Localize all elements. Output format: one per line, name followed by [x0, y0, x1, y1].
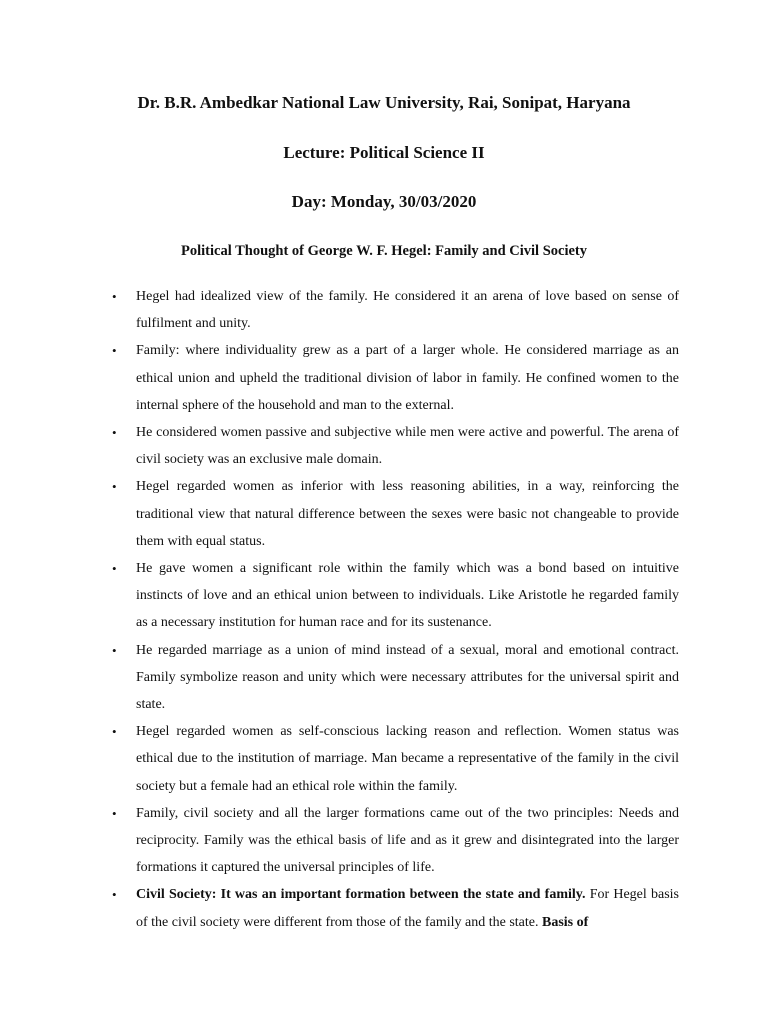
bullet-list: [112, 283, 679, 936]
bullet-icon: •: [112, 479, 117, 495]
lecture-heading: Lecture: Political Science II: [283, 143, 485, 162]
list-item: [112, 637, 679, 719]
university-heading: Dr. B.R. Ambedkar National Law University, Rai, Sonipat, Haryana: [137, 93, 631, 112]
civil-society-body: For Hegel basis of the civil society were different from those of the family and the state.: [136, 887, 679, 930]
list-item: [112, 283, 679, 337]
bullet-icon: •: [112, 343, 117, 359]
list-item-text: Hegel regarded women as self-conscious lacking reason and reflection. Women status was ethical due to the institution of marriage. Man became a representative of the family in the civil society but a female had an ethical role within the family.: [136, 724, 679, 794]
list-item-text: Family, civil society and all the larger formations came out of the two principles: Needs and reciprocity. Family was the ethical basis of life and as it grew and disintegrated into the larger formations it captured the universal principles of life.: [136, 805, 679, 876]
bullet-icon: •: [112, 642, 117, 658]
list-item-text: He considered women passive and subjective while men were active and powerful. The arena of civil society was an exclusive male domain.: [136, 425, 679, 468]
list-item: [112, 473, 679, 555]
bullet-icon: •: [112, 805, 117, 821]
list-item-text: Family: where individuality grew as a part of a larger whole. He considered marriage as an ethical union and upheld the traditional division of labor in family. He confined women to the internal sphere of the household and man to the external.: [136, 343, 679, 413]
civil-society-lead: Civil Society: It was an important formation between the state and family.: [136, 887, 586, 903]
bullet-icon: •: [112, 724, 117, 740]
list-item-civil-society: [112, 881, 679, 935]
list-item-text: [136, 887, 679, 929]
list-item: [112, 337, 679, 419]
bullet-icon: •: [112, 887, 117, 903]
list-item-text: He gave women a significant role within the family which was a bond based on intuitive instincts of love and an ethical union between to individuals. Like Aristotle he regarded family as a necessary institution for human race and for its sustenance.: [136, 561, 679, 631]
list-item: [112, 419, 679, 473]
list-item-text: Hegel regarded women as inferior with less reasoning abilities, in a way, reinforcing the traditional view that natural difference between the sexes were basic not changeable to provide them with equal status.: [136, 479, 679, 549]
topic-heading: Political Thought of George W. F. Hegel: Family and Civil Society: [181, 243, 587, 259]
list-item: [112, 555, 679, 637]
bullet-icon: •: [112, 561, 117, 577]
list-item: [112, 800, 679, 882]
list-item: [112, 718, 679, 800]
civil-society-tail: Basis of: [542, 914, 589, 930]
day-heading: Day: Monday, 30/03/2020: [291, 192, 477, 211]
bullet-icon: •: [112, 425, 117, 441]
list-item-text: He regarded marriage as a union of mind instead of a sexual, moral and emotional contract. Family symbolize reason and unity which were necessary attributes for the universal spirit and state.: [136, 642, 679, 713]
list-item-text: Hegel had idealized view of the family. He considered it an arena of love based on sense of fulfilment and unity.: [136, 289, 679, 332]
bullet-icon: •: [112, 289, 117, 304]
